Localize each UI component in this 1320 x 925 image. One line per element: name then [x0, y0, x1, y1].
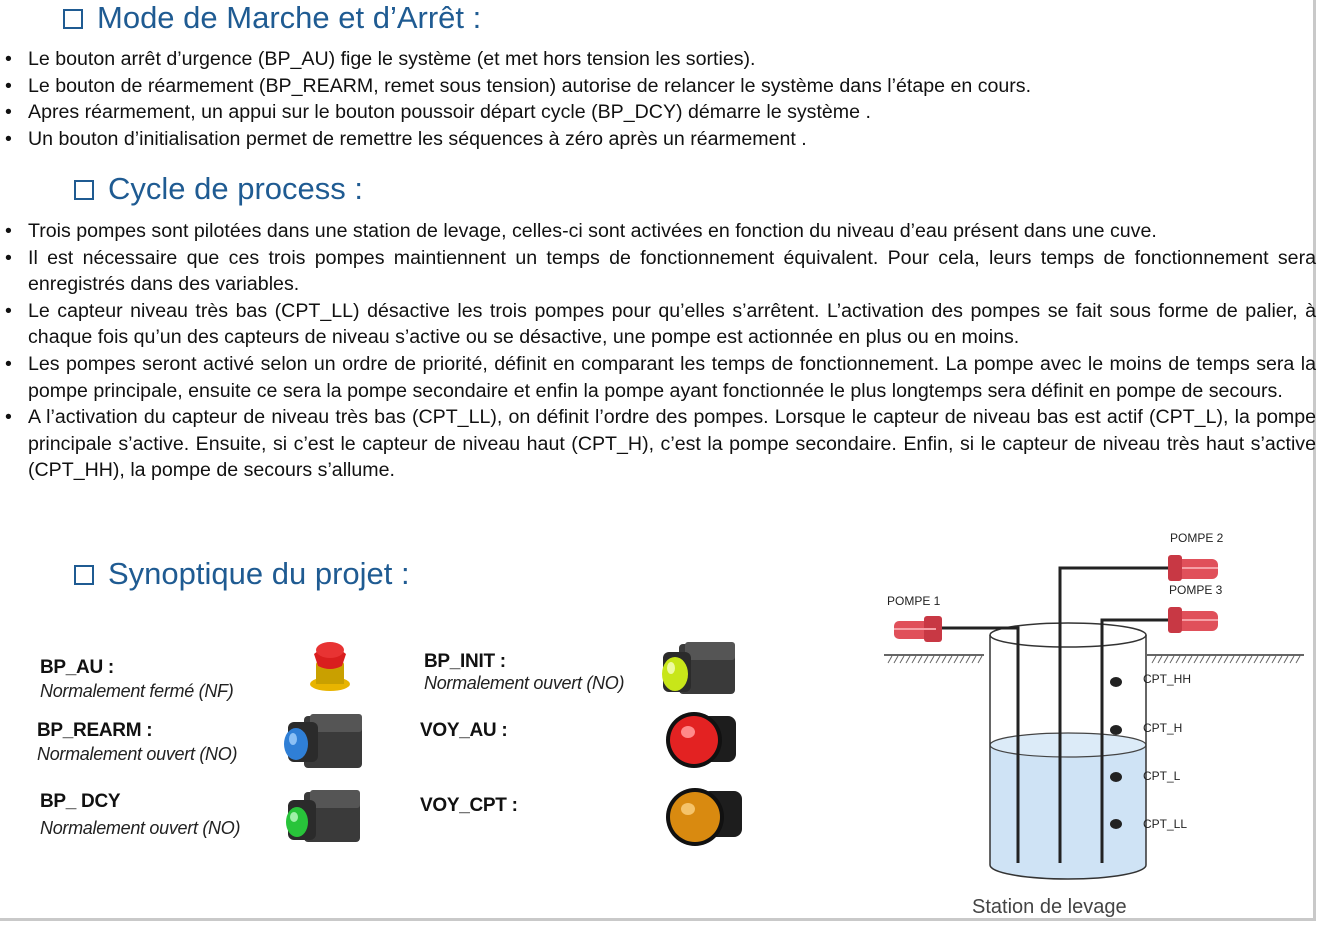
section-title-text: Cycle de process : [108, 171, 363, 206]
mode-bullet-list [0, 46, 1300, 152]
pump-2-icon [1168, 555, 1218, 581]
list-item: • Le capteur niveau très bas (CPT_LL) désactive les trois pompes pour qu’elles s’arrêtent. L’activation des pompes se fait sous forme de palier, à chaque fois qu’un des capteurs de niveau s’active ou se désactive, une pompe est actionnée en plus ou en moins. [0, 298, 1318, 351]
list-item: • Un bouton d’initialisation permet de remettre les séquences à zéro après un réarmement . [0, 126, 1300, 153]
list-item: • Le bouton arrêt d’urgence (BP_AU) fige le système (et met hors tension les sorties). [0, 46, 1300, 73]
tank [990, 623, 1146, 879]
sensor-ll-label: CPT_LL [1143, 817, 1188, 831]
voy-au-label: VOY_AU : [420, 720, 508, 741]
list-item: • Les pompes seront activé selon un ordre de priorité, définit en comparant les temps de fonctionnement. La pompe avec le moins de temps sera la pompe principale, ensuite ce sera la pompe secondaire et enfin la pompe ayant fonctionnée le plus longtemps sera définit en pompe de secours. [0, 351, 1318, 404]
list-item: • A l’activation du capteur de niveau très bas (CPT_LL), on définit l’ordre des pompes. Lorsque le capteur de niveau bas est actif (CPT_L), la pompe principale s’active. Ensuite, si c’est le capteur de niveau haut (CPT_H), c’est la pompe secondaire. Enfin, si le capteur de niveau très haut s’active (CPT_HH), la pompe de secours s’allume. [0, 404, 1318, 484]
bp-rearm-description: Normalement ouvert (NO) [37, 744, 238, 764]
ground-left [884, 655, 984, 663]
voy-cpt-label: VOY_CPT : [420, 795, 518, 816]
sensor-l-label: CPT_L [1143, 769, 1181, 783]
checkbox-icon [63, 9, 83, 29]
cycle-bullet-list [0, 218, 1318, 484]
section-title-text: Synoptique du projet : [108, 556, 410, 591]
push-button-yellow-icon [655, 640, 741, 700]
bp-au-description: Normalement fermé (NF) [40, 681, 234, 701]
sensor-hh-label: CPT_HH [1143, 672, 1192, 686]
section-title-cycle [74, 171, 363, 207]
pump-1-icon [894, 616, 942, 642]
lifting-station-diagram [872, 525, 1312, 920]
bp-dcy-description: Normalement ouvert (NO) [40, 818, 241, 838]
section-title-text: Mode de Marche et d’Arrêt : [97, 0, 482, 35]
emergency-stop-icon [302, 636, 358, 694]
checkbox-icon [74, 565, 94, 585]
push-button-green-icon [280, 788, 366, 848]
pump-2-label: POMPE 2 [1170, 531, 1224, 545]
list-item: • Apres réarmement, un appui sur le bouton poussoir départ cycle (BP_DCY) démarre le système . [0, 99, 1300, 126]
diagram-caption: Station de levage [972, 896, 1127, 918]
sensor-h-label: CPT_H [1143, 721, 1183, 735]
section-title-synoptique [74, 556, 410, 592]
pilot-light-orange-icon [660, 783, 750, 849]
bp-rearm-label: BP_REARM : [37, 720, 153, 741]
list-item: • Trois pompes sont pilotées dans une station de levage, celles-ci sont activées en fonction du niveau d’eau présent dans une cuve. [0, 218, 1318, 245]
ground-right [1147, 655, 1304, 663]
list-item: • Le bouton de réarmement (BP_REARM, remet sous tension) autorise de relancer le système dans l’étape en cours. [0, 73, 1300, 100]
bp-dcy-label: BP_ DCY [40, 791, 121, 812]
section-title-mode [63, 0, 481, 36]
checkbox-icon [74, 180, 94, 200]
bp-init-description: Normalement ouvert (NO) [424, 673, 625, 693]
pump-3-icon [1168, 607, 1218, 633]
push-button-blue-icon [278, 712, 368, 772]
pilot-light-red-icon [660, 708, 744, 772]
list-item: • Il est nécessaire que ces trois pompes maintiennent un temps de fonctionnement équivalent. Pour cela, leurs temps de fonctionnement sera enregistrés dans des variables. [0, 245, 1318, 298]
pump-1-label: POMPE 1 [887, 594, 941, 608]
pump-3-label: POMPE 3 [1169, 583, 1223, 597]
bp-init-label: BP_INIT : [424, 651, 506, 672]
bp-au-label: BP_AU : [40, 657, 114, 678]
